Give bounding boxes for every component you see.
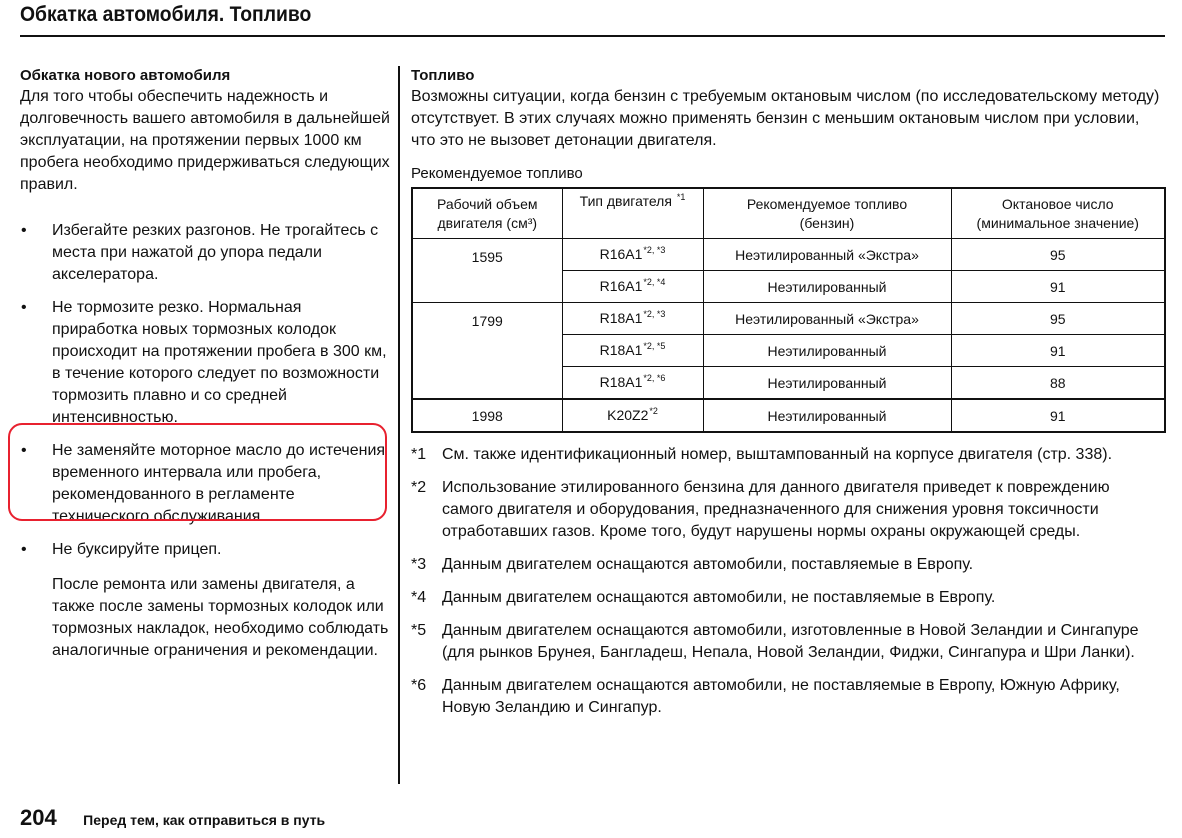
cell-octane: 91 [951, 271, 1165, 303]
table-caption: Рекомендуемое топливо [411, 165, 583, 182]
page-title: Обкатка автомобиля. Топливо [20, 3, 312, 26]
table-row [412, 303, 1165, 335]
title-divider [20, 35, 1165, 37]
engine-note: *2, *4 [643, 276, 666, 287]
footnote [411, 554, 1163, 576]
page-footer [20, 805, 325, 831]
cell-octane: 95 [951, 239, 1165, 271]
fuel-table [411, 187, 1166, 433]
fuel-intro: Возможны ситуации, когда бензин с требуемым октановым числом (по исследовательскому методу) отсутствует. В этих случаях можно применять бензин с меньшим октановым числом при условии, что это не вызовет детонации двигателя. [411, 88, 1160, 149]
table-row [412, 239, 1165, 271]
fuel-heading: Топливо [411, 67, 475, 84]
footnote-text: Данным двигателем оснащаются автомобили, не поставляемые в Европу. [442, 589, 996, 606]
cell-fuel: Неэтилированный [703, 271, 951, 303]
header-fuel-line2: (бензин) [799, 214, 855, 231]
footnote-text: Данным двигателем оснащаются автомобили, поставляемые в Европу. [442, 556, 974, 573]
cell-fuel: Неэтилированный [703, 335, 951, 367]
footnote-text: См. также идентификационный номер, выштампованный на корпусе двигателя (стр. 338). [442, 446, 1113, 463]
cell-fuel: Неэтилированный [703, 399, 951, 432]
footnote [411, 620, 1163, 664]
cell-octane: 91 [951, 399, 1165, 432]
rule-item [20, 297, 390, 429]
engine-note: *2 [649, 405, 658, 416]
rule-item [20, 220, 390, 286]
footnote-text: Данным двигателем оснащаются автомобили, не поставляемые в Европу, Южную Африку, Новую Зеландию и Сингапур. [442, 677, 1120, 716]
footnote [411, 675, 1163, 719]
header-fuel [703, 188, 951, 239]
bullet-icon: • [21, 442, 27, 459]
header-volume [412, 188, 562, 239]
header-engine-note: *1 [676, 192, 686, 202]
cell-engine [562, 335, 703, 367]
cell-engine [562, 303, 703, 335]
footnote-text: Данным двигателем оснащаются автомобили, изготовленные в Новой Зеландии и Сингапуре (для рынков Брунея, Бангладеш, Непала, Новой Зеландии, Фиджи, Сингапура и Шри Ланки). [442, 622, 1139, 661]
column-divider [398, 66, 400, 784]
header-fuel-line1: Рекомендуемое топливо [746, 195, 908, 212]
footnote-mark: *3 [411, 556, 427, 573]
cell-engine [562, 239, 703, 271]
fuel-section [411, 66, 1163, 730]
highlight-annotation [8, 423, 387, 521]
page-number: 204 [20, 805, 57, 830]
engine-code: R18A1 [599, 373, 643, 390]
cell-fuel: Неэтилированный «Экстра» [703, 303, 951, 335]
engine-code: K20Z2 [607, 406, 649, 423]
rule-item [20, 539, 390, 561]
cell-octane: 88 [951, 367, 1165, 400]
engine-note: *2, *3 [643, 244, 666, 255]
cell-octane: 91 [951, 335, 1165, 367]
table-header-row [412, 188, 1165, 239]
break-in-section [20, 66, 390, 662]
footnote-text: Использование этилированного бензина для данного двигателя приведет к повреждению самого двигателя и оборудования, предназначенного для снижения уровня токсичности отработавших газов. Кроме того, будут нарушены нормы охраны окружающей среды. [442, 479, 1110, 540]
cell-fuel: Неэтилированный «Экстра» [703, 239, 951, 271]
footnote-mark: *5 [411, 622, 427, 639]
footnote-mark: *2 [411, 479, 427, 496]
engine-note: *2, *6 [643, 372, 666, 383]
footnote-mark: *4 [411, 589, 427, 606]
footnote-mark: *6 [411, 677, 427, 694]
footnote [411, 444, 1163, 466]
cell-fuel: Неэтилированный [703, 367, 951, 400]
cell-volume: 1998 [412, 399, 562, 432]
cell-volume: 1595 [412, 239, 562, 303]
footnote [411, 477, 1163, 543]
cell-engine [562, 271, 703, 303]
cell-octane: 95 [951, 303, 1165, 335]
break-in-heading: Обкатка нового автомобиля [20, 67, 231, 84]
engine-note: *2, *5 [643, 340, 666, 351]
footnotes [411, 444, 1163, 719]
rule-text: Не заменяйте моторное масло до истечения временного интервала или пробега, рекомендованного в регламенте технического обслуживания. [52, 442, 386, 525]
header-octane-line2: (минимальное значение) [976, 214, 1139, 231]
after-repair-note: После ремонта или замены двигателя, а также после замены тормозных колодок или тормозных накладок, необходимо соблюдать аналогичные ограничения и рекомендации. [52, 576, 389, 659]
rule-text: Не тормозите резко. Нормальная приработка новых тормозных колодок происходит на протяжении пробега в 300 км, в течение которого следует по возможности тормозить плавно и со средней интенсивностью. [52, 299, 387, 426]
footnote-mark: *1 [411, 446, 427, 463]
table-row [412, 399, 1165, 432]
header-volume-line2: двигателя (см³) [437, 214, 538, 231]
bullet-icon: • [21, 541, 27, 558]
rule-text: Избегайте резких разгонов. Не трогайтесь с места при нажатой до упора педали акселератора. [52, 222, 379, 283]
bullet-icon: • [21, 222, 27, 239]
header-engine-label: Тип двигателя [579, 193, 672, 209]
engine-code: R18A1 [599, 309, 643, 326]
header-volume-line1: Рабочий объем [437, 195, 538, 212]
cell-engine [562, 367, 703, 400]
header-octane-line1: Октановое число [1001, 195, 1114, 212]
cell-volume: 1799 [412, 303, 562, 400]
engine-code: R18A1 [599, 341, 643, 358]
header-engine [562, 188, 703, 239]
section-name: Перед тем, как отправиться в путь [83, 812, 326, 828]
rule-text: Не буксируйте прицеп. [52, 541, 222, 558]
engine-code: R16A1 [599, 245, 643, 262]
header-octane [951, 188, 1165, 239]
bullet-icon: • [21, 299, 27, 316]
footnote [411, 587, 1163, 609]
engine-code: R16A1 [599, 277, 643, 294]
cell-engine [562, 399, 703, 432]
engine-note: *2, *3 [643, 308, 666, 319]
break-in-intro: Для того чтобы обеспечить надежность и долговечность вашего автомобиля в дальнейшей эксплуатации, на протяжении первых 1000 км пробега необходимо придерживаться следующих правил. [20, 88, 390, 193]
